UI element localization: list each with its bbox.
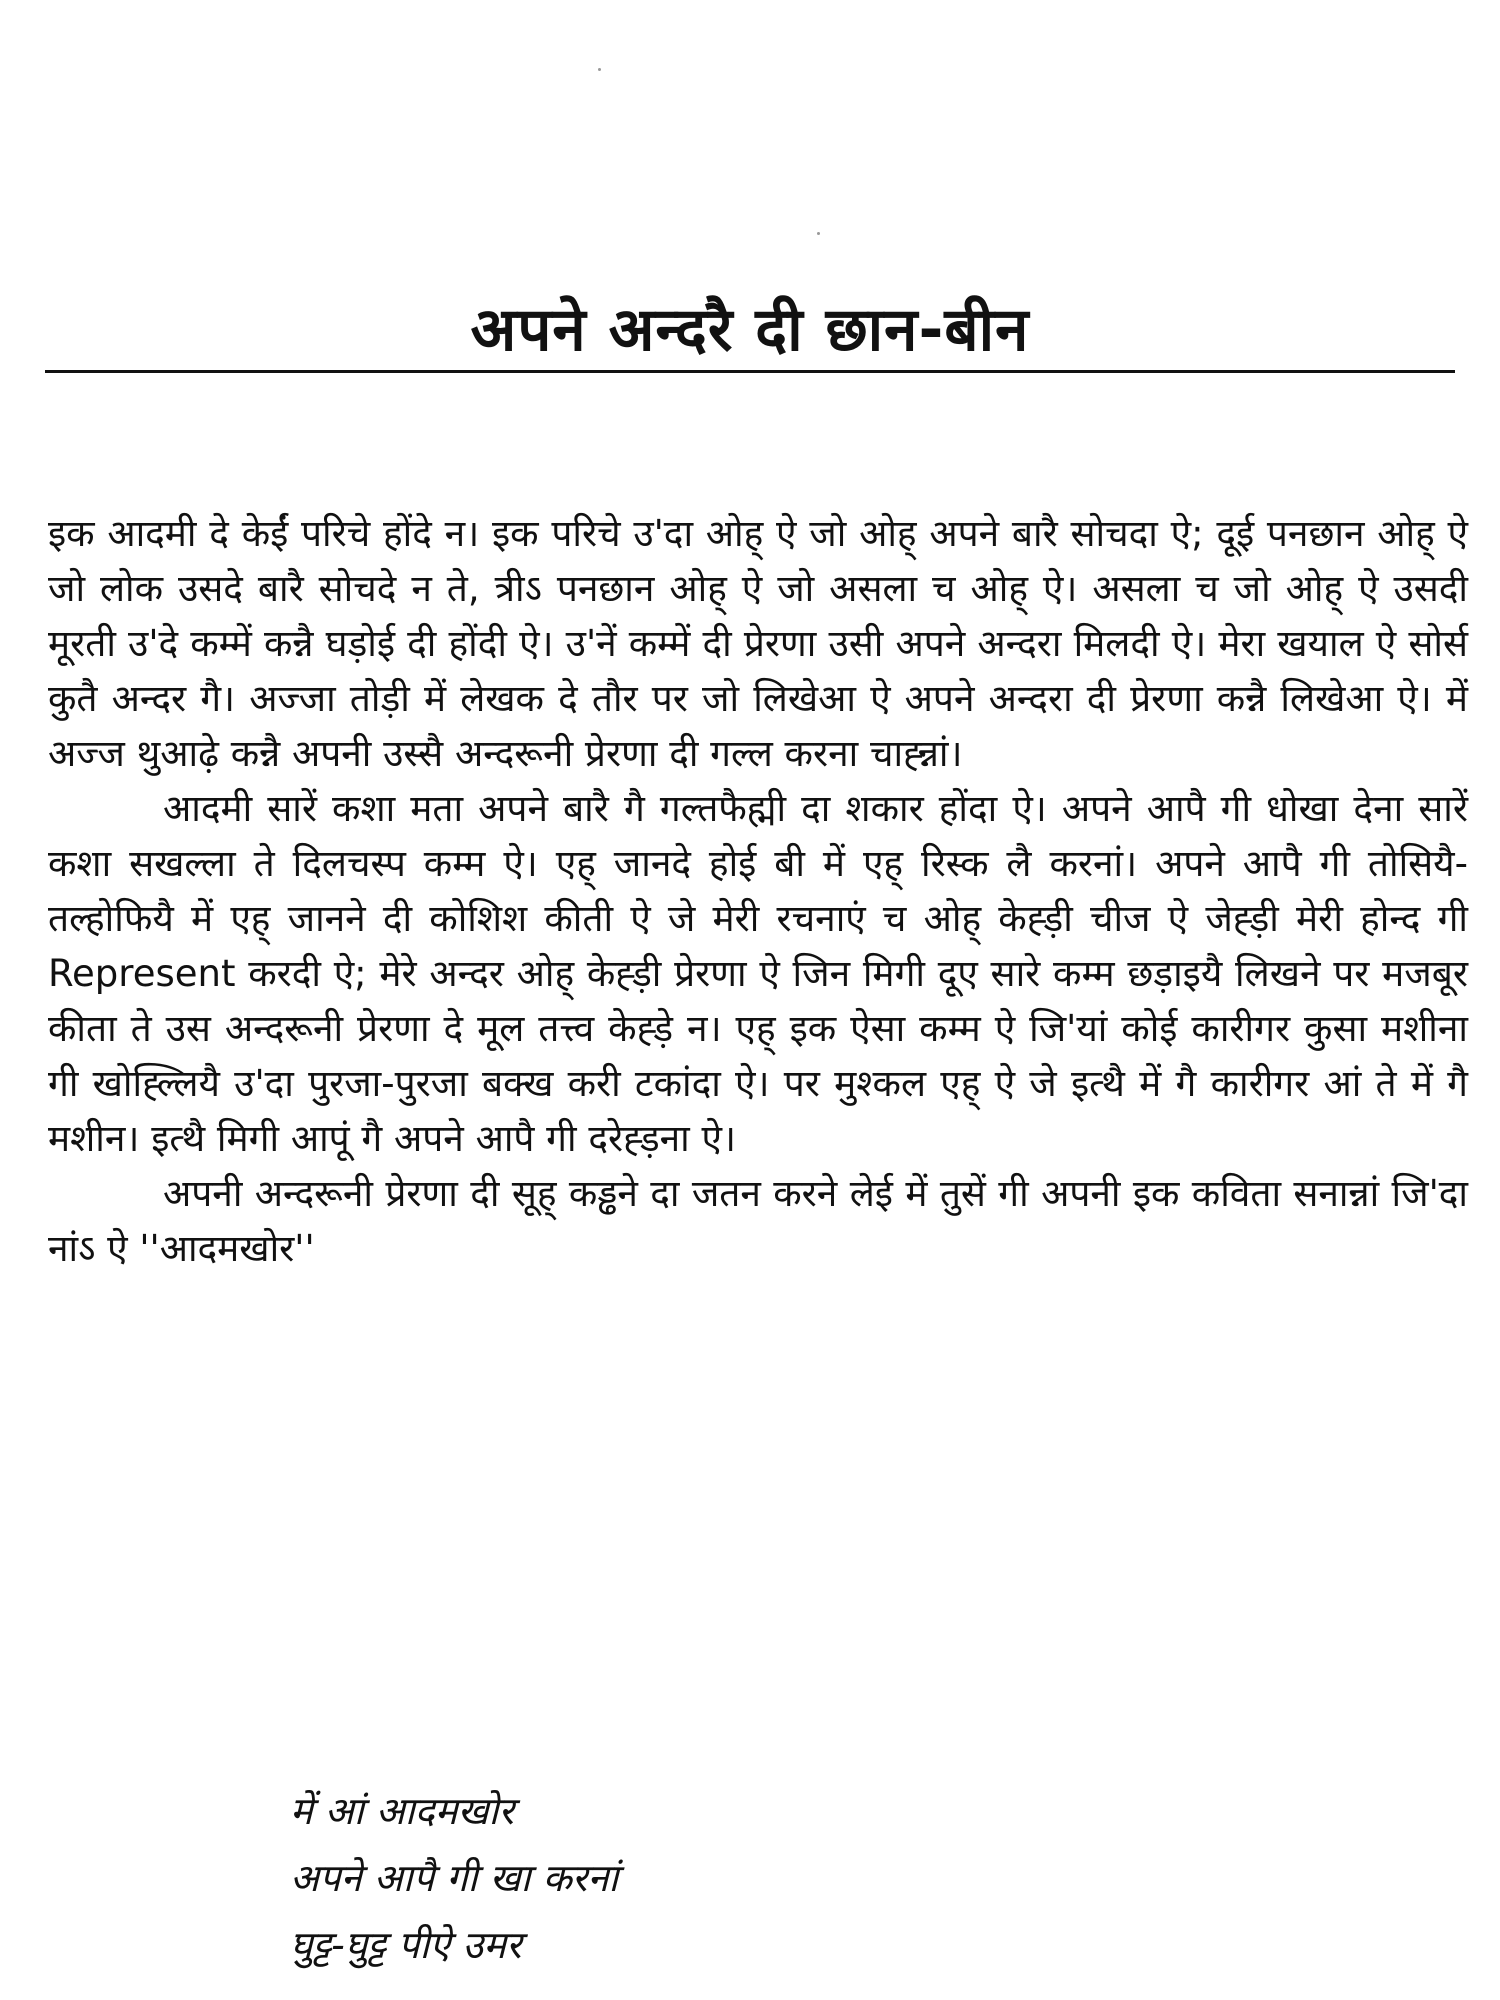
body-text — [48, 506, 1468, 1276]
title-divider — [45, 370, 1455, 373]
poem — [290, 1778, 1290, 1979]
scan-speck — [817, 232, 820, 235]
scan-speck — [598, 68, 601, 71]
paragraph-1: इक आदमी दे केईं परिचे होंदे न। इक परिचे उ'दा ओह् ऐ जो ओह् अपने बारै सोचदा ऐ; दूई पनछान ओह् ऐ जो लोक उसदे बारै सोचदे न ते, त्रीऽ पनछान ओह् ऐ जो असला च ओह् ऐ। असला च जो ओह् ऐ उसदी मूरती उ'दे कम्में कन्नै घड़ोई दी होंदी ऐ। उ'नें कम्में दी प्रेरणा उसी अपने अन्दरा मिलदी ऐ। मेरा खयाल ऐ सोर्स कुतै अन्दर गै। अज्जा तोड़ी में लेखक दे तौर पर जो लिखेआ ऐ अपने अन्दरा दी प्रेरणा कन्नै लिखेआ ऐ। में अज्ज थुआढ़े कन्नै अपनी उस्सै अन्दरूनी प्रेरणा दी गल्ल करना चाह्न्नां। — [48, 512, 1468, 775]
paragraph-2: आदमी सारें कशा मता अपने बारै गै गल्तफैह्मी दा शकार होंदा ऐ। अपने आपै गी धोखा देना सारें कशा सखल्ला ते दिलचस्प कम्म ऐ। एह् जानदे होई बी में एह् रिस्क लै करनां। अपने आपै गी तोसियै-तल्होफियै में एह् जानने दी कोशिश कीती ऐ जे मेरी रचनाएं च ओह् केह्ड़ी चीज ऐ जेह्ड़ी मेरी होन्द गी Represent करदी ऐ; मेरे अन्दर ओह् केह्ड़ी प्रेरणा ऐ जिन मिगी दूए सारे कम्म छड़ाइयै लिखने पर मजबूर कीता ते उस अन्दरूनी प्रेरणा दे मूल तत्त्व केह्ड़े न। एह् इक ऐसा कम्म ऐ जि'यां कोई कारीगर कुसा मशीना गी खोह्ल्लियै उ'दा पुरजा-पुरजा बक्ख करी टकांदा ऐ। पर मुश्कल एह् ऐ जे इत्थै में गै कारीगर आं ते में गै मशीन। इत्थै मिगी आपूं गै अपने आपै गी दरेह्ड़ना ऐ। — [48, 787, 1468, 1160]
page-title: अपने अन्दरै दी छान-बीन — [470, 295, 1030, 366]
paragraph-3: अपनी अन्दरूनी प्रेरणा दी सूह् कड्ढने दा जतन करने लेई में तुसें गी अपनी इक कविता सनान्नां जि'दा नांऽ ऐ ''आदमखोर'' — [48, 1172, 1468, 1270]
poem-line-3: घुट्ट-घुट्ट पीऐ उमर — [290, 1923, 522, 1967]
poem-line-2: अपने आपै गी खा करनां — [290, 1856, 619, 1900]
poem-line-1: में आं आदमखोर — [290, 1789, 514, 1833]
